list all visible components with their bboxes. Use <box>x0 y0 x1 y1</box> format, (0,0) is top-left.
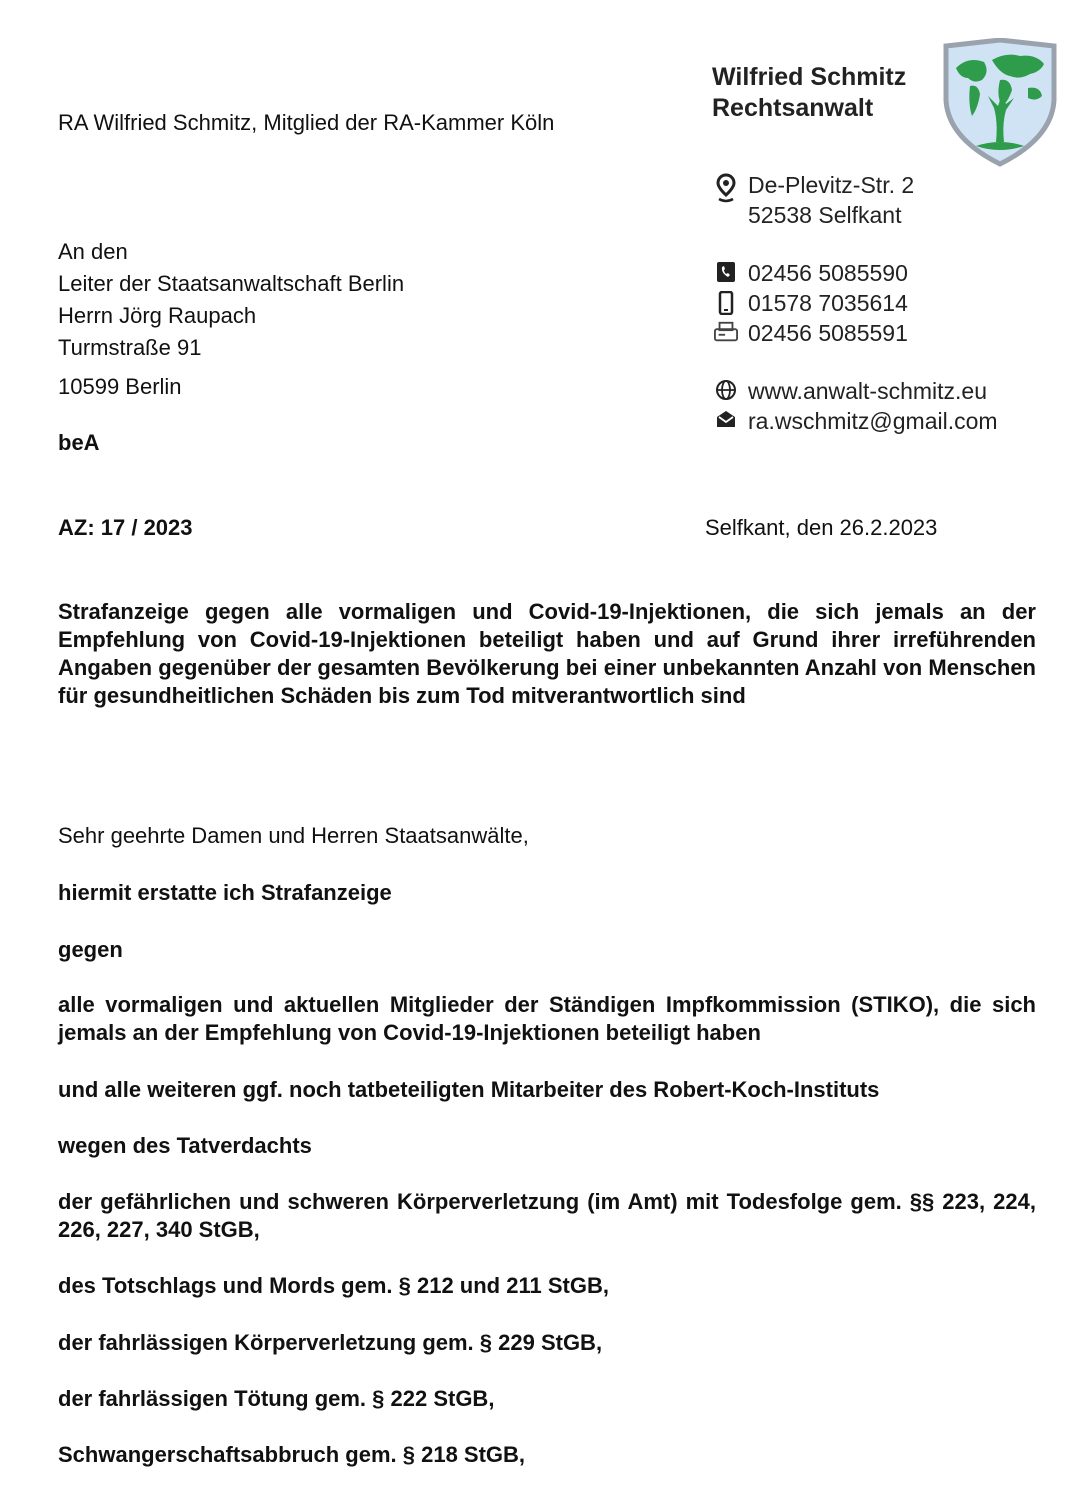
lawyer-name: Wilfried Schmitz <box>712 63 907 91</box>
website-link[interactable]: www.anwalt-schmitz.eu <box>748 378 988 404</box>
delivery-method: beA <box>58 430 100 455</box>
shield-tree-logo <box>940 38 1060 168</box>
phone-number: 02456 5085590 <box>748 260 908 286</box>
fax-icon <box>714 318 738 343</box>
phone-icon <box>714 258 738 283</box>
body-paragraph: Schwangerschaftsabbruch gem. § 218 StGB, <box>58 1442 526 1467</box>
place-date: Selfkant, den 26.2.2023 <box>705 515 938 540</box>
location-pin-icon <box>714 170 738 203</box>
body-paragraph: der fahrlässigen Tötung gem. § 222 StGB, <box>58 1386 495 1411</box>
recipient-line: Turmstraße 91 <box>58 335 202 360</box>
body-paragraph: der fahrlässigen Körperverletzung gem. § 229 StGB, <box>58 1330 603 1355</box>
address-street: De-Plevitz-Str. 2 <box>748 172 915 198</box>
mobile-row <box>714 288 908 318</box>
address-block <box>714 170 914 230</box>
phone-row <box>714 258 908 288</box>
recipient-line: An den <box>58 239 128 264</box>
address-city: 52538 Selfkant <box>748 202 902 228</box>
recipient-line: Herrn Jörg Raupach <box>58 303 257 328</box>
recipient-line: Leiter der Staatsanwaltschaft Berlin <box>58 271 405 296</box>
email-icon <box>714 406 738 429</box>
subject-line: Strafanzeige gegen alle vormaligen und Covid-19-Injektionen, die sich jemals an der Empfehlung von Covid-19-Injektionen beteiligt haben und auf Grund ihrer irreführenden Angaben gegenüber der gesamten Bevölkerung bei einer unbekannten Anzahl von Menschen für gesundheitlichen Schäden bis zum Tod mitverantwortlich sind <box>58 599 1036 708</box>
letterhead-name-block <box>712 62 906 124</box>
lawyer-title: Rechtsanwalt <box>712 94 874 122</box>
reference-number: AZ: 17 / 2023 <box>58 515 193 540</box>
sender-line: RA Wilfried Schmitz, Mitglied der RA-Kammer Köln <box>58 110 555 135</box>
email-row <box>714 406 998 436</box>
globe-icon <box>714 376 738 401</box>
fax-number: 02456 5085591 <box>748 320 908 346</box>
body-paragraph: des Totschlags und Mords gem. § 212 und 211 StGB, <box>58 1273 609 1298</box>
website-row <box>714 376 987 406</box>
salutation: Sehr geehrte Damen und Herren Staatsanwälte, <box>58 823 529 848</box>
body-paragraph: wegen des Tatverdachts <box>58 1133 312 1158</box>
fax-row <box>714 318 908 348</box>
recipient-city: 10599 Berlin <box>58 374 182 399</box>
body-paragraph: und alle weiteren ggf. noch tatbeteiligten Mitarbeiter des Robert-Koch-Instituts <box>58 1077 880 1102</box>
body-paragraph: gegen <box>58 937 123 962</box>
body-paragraph: hiermit erstatte ich Strafanzeige <box>58 880 392 905</box>
body-paragraph: der gefährlichen und schweren Körperverletzung (im Amt) mit Todesfolge gem. §§ 223, 224, 226, 227, 340 StGB, <box>58 1189 1036 1242</box>
email-link[interactable]: ra.wschmitz@gmail.com <box>748 408 998 434</box>
body-paragraph: alle vormaligen und aktuellen Mitglieder der Ständigen Impfkommission (STIKO), die sich jemals an der Empfehlung von Covid-19-Injektionen beteiligt haben <box>58 992 1036 1045</box>
mobile-icon <box>714 288 738 315</box>
mobile-number: 01578 7035614 <box>748 290 908 316</box>
recipient-address <box>58 236 404 364</box>
